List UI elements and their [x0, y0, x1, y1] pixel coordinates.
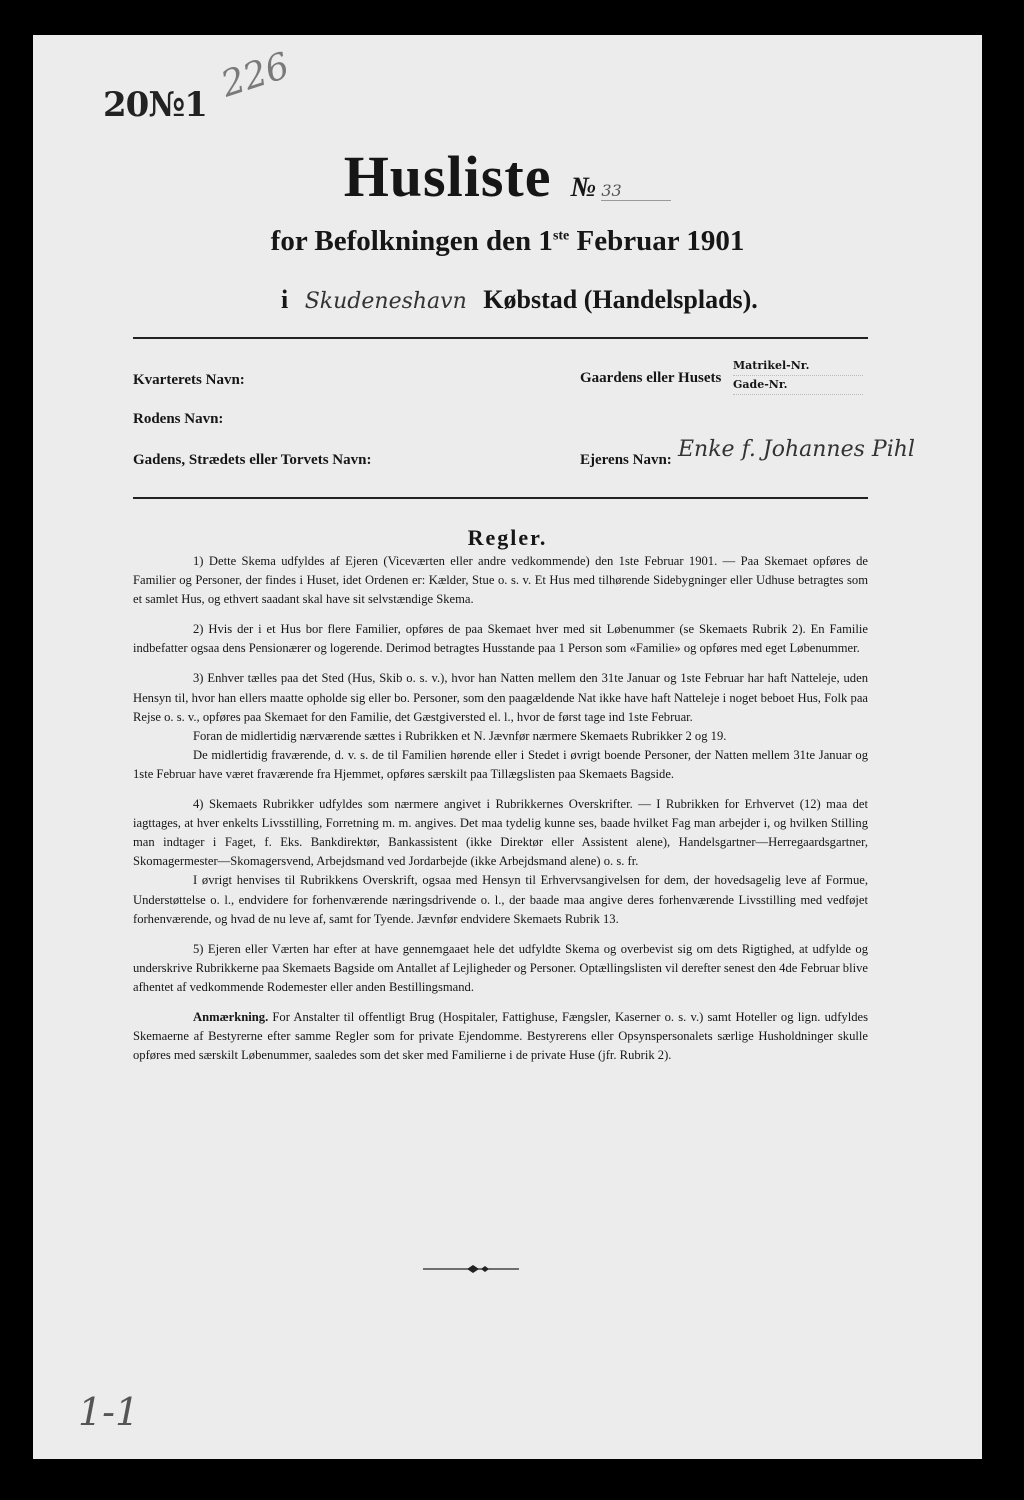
note-paragraph: [133, 1008, 868, 1065]
place-prefix: i: [281, 285, 289, 314]
number-label: №: [570, 172, 597, 203]
rule-paragraph: 3) Enhver tælles paa det Sted (Hus, Skib o. s. v.), hvor han Natten mellem den 31te Januar og 1ste Februar har haft Natteleje, uden Hensyn til, hvor han ellers maatte opholde sig eller bo. Personer, som den paagældende Nat ikke have haft Natteleje i noget beboet Hus, Folk paa Rejse o. s. v., opføres paa Skemaet for den Familie, det Gæstgiversted el. l., hvor de først tage ind 1ste Februar.: [133, 671, 868, 724]
gade-nr-label: Gade-Nr.: [733, 376, 863, 395]
pencil-mark-bottom: 1-1: [78, 1390, 140, 1434]
bottom-rule: [133, 497, 868, 499]
matrikel-label: Matrikel-Nr.: [733, 357, 863, 376]
rule-paragraph: I øvrigt henvises til Rubrikkens Overskrift, ogsaa med Hensyn til Erhvervsangivelsen for dem, der hovedsagelig leve af Formue, Understøttelse o. l., endvidere for forhenværende næringsdrivende o. l., der baade maa angive deres forhenværende Livsstilling med vedføjet forhenværende, og hvad de nu leve af, samt for Tyende. Jævnfør endvidere Skemaets Rubrik 13.: [133, 873, 868, 926]
rule-paragraph: Foran de midlertidig nærværende sættes i Rubrikken et N. Jævnfør nærmere Skemaets Rubrikker 2 og 19.: [193, 728, 727, 743]
pencil-number: 226: [216, 45, 295, 106]
note-label: Anmærkning.: [193, 1009, 269, 1024]
rule-paragraph: 2) Hvis der i et Hus bor flere Familier, opføres de paa Skemaet hver med sit Løbenummer (se Skemaets Rubrik 2). En Familie indbefatter ogsaa dens Pensionærer og logerende. Derimod betragtes Husstande paa 1 Person som «Familie» og opføres med eget Løbenummer.: [133, 622, 868, 656]
field-kvarter-label: Kvarterets Navn:: [133, 372, 245, 388]
subtitle-text: for Befolkningen den 1: [270, 225, 553, 257]
subtitle-sup: ste: [552, 228, 570, 244]
house-number: 33: [601, 181, 671, 201]
place-suffix: Købstad (Handelsplads).: [483, 285, 758, 314]
field-ejer-label: Ejerens Navn:: [580, 452, 672, 468]
rule-paragraph: 5) Ejeren eller Værten har efter at have gennemgaaet hele det udfyldte Skema og overbevist sig om dets Rigtighed, at udfylde og underskrive Rubrikkerne paa Skemaets Bagside om Antallet af Lejligheder og Personer. Optællingslisten vil derefter senest den 4de Februar blive afhentet af vedkommende Rodemester eller anden Bestillingsmand.: [133, 941, 868, 994]
stamp-number: 20№1: [103, 85, 207, 125]
ornament-divider: [423, 1263, 519, 1275]
rules-heading: Regler.: [467, 525, 548, 550]
subtitle: [33, 225, 982, 258]
owner-name-handwritten: Enke f. Johannes Pihl: [678, 437, 915, 462]
rules-text: [133, 552, 868, 1076]
census-sheet: [33, 35, 982, 1459]
top-rule: [133, 337, 868, 339]
field-roden-label: Rodens Navn:: [133, 411, 224, 427]
rule-paragraph: 4) Skemaets Rubrikker udfyldes som nærmere angivet i Rubrikkernes Overskrifter. — I Rubrikken for Erhvervet (12) maa det iagttages, at hver enkelts Livsstilling, Forretning m. m. angives. Det maa tydelig kunne ses, baade hvilket Fag man arbejder i, og hvilken Stilling man indtager i Faget, f. Eks. Bankdirektør, Bankassistent (ikke Direktør eller Assistent alene), Handelsgartner—Herregaardsgartner, Skomagermester—Skomagersvend, Arbejdsmand ved Jordarbejde (ikke Arbejdsmand alene) o. s. fr.: [133, 797, 868, 869]
rule-paragraph: De midlertidig fraværende, d. v. s. de til Familien hørende eller i Stedet i øvrigt boende Personer, der Natten mellem 31te Januar og 1ste Februar have været fraværende fra Hjemmet, opføres særskilt paa Tillægslisten paa Skemaets Bagside.: [133, 747, 868, 781]
field-gaden-label: Gadens, Strædets eller Torvets Navn:: [133, 452, 372, 468]
place-handwritten: Skudeneshavn: [304, 289, 467, 314]
subtitle-date: Februar 1901: [569, 225, 745, 257]
matrikel-block: [733, 357, 863, 395]
page-title: Husliste: [343, 144, 552, 209]
rule-paragraph: 1) Dette Skema udfyldes af Ejeren (Viceværten eller andre vedkommende) den 1ste Februar 1901. — Paa Skemaet opføres de Familier og Personer, der findes i Huset, idet Ordenen er: Kælder, Stue o. s. v. Et Hus med tilhørende Sidebygninger eller Udhuse betragtes som et samlet Hus, og ethvert saadant skal have sit selvstændige Skema.: [133, 554, 868, 607]
field-gaard-label: Gaardens eller Husets: [580, 370, 722, 386]
title-row: [33, 143, 982, 210]
place-row: [281, 285, 758, 315]
note-text: For Anstalter til offentligt Brug (Hospitaler, Fattighuse, Fængsler, Kaserner o. s. v.) samt Hoteller og lign. udfyldes Skemaerne af Bestyrerne efter samme Regler som for private Ejendomme. Bestyrerens eller Opsynspersonalets særlige Husholdninger skulle opføres med særskilt Løbenummer, saaledes som det sker med Familierne i de private Huse (jfr. Rubrik 2).: [133, 1009, 868, 1063]
